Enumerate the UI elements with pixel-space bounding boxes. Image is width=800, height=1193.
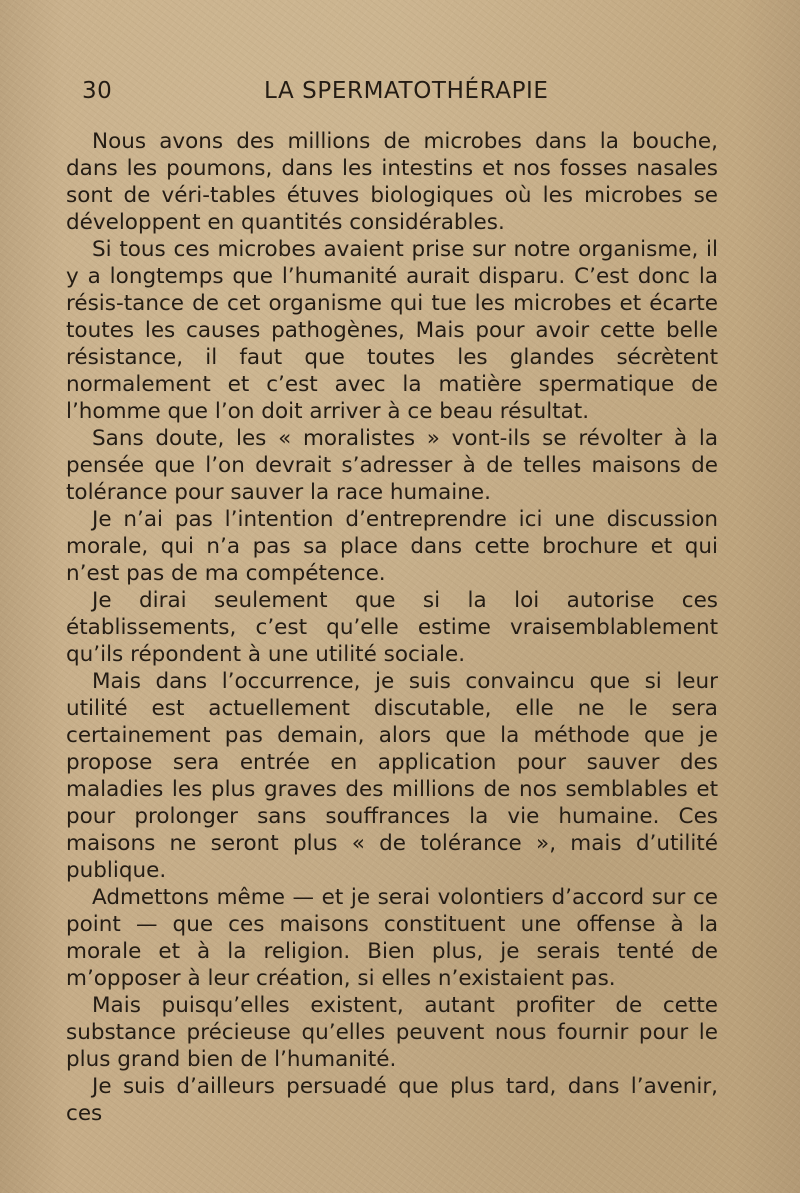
paragraph: Si tous ces microbes avaient prise sur notre organisme, il y a longtemps que l’humanité aurait disparu. C’est donc la résis-tance de cet organisme qui tue les microbes et écarte toutes les causes pathogènes, Mais pour avoir cette belle résistance, il faut que toutes les glandes sécrètent normalement et c’est avec la matière spermatique de l’homme que l’on doit arriver à ce beau résultat. — [66, 237, 718, 424]
paragraph: Mais dans l’occurrence, je suis convaincu que si leur utilité est actuellement discutable, elle ne le sera certainement pas demain, alors que la méthode que je propose sera entrée en application pour sauver des maladies les plus graves des millions de nos semblables et pour prolonger sans souffrances la vie humaine. Ces maisons ne seront plus « de tolérance », mais d’utilité publique. — [66, 669, 718, 883]
paragraph: Je dirai seulement que si la loi autorise ces établissements, c’est qu’elle estime vraisemblablement qu’ils répondent à une utilité sociale. — [66, 588, 718, 667]
paragraph: Sans doute, les « moralistes » vont-ils se révolter à la pensée que l’on devrait s’adresser à de telles maisons de tolérance pour sauver la race humaine. — [66, 426, 718, 505]
paragraph: Je suis d’ailleurs persuadé que plus tard, dans l’avenir, ces — [66, 1074, 718, 1126]
page-header — [82, 78, 722, 112]
paragraph: Nous avons des millions de microbes dans la bouche, dans les poumons, dans les intestins et nos fosses nasales sont de véri-tables étuves biologiques où les microbes se développent en quantités considérables. — [66, 129, 718, 235]
body-text — [66, 128, 718, 1127]
paragraph: Mais puisqu’elles existent, autant profiter de cette substance précieuse qu’elles peuvent nous fournir pour le plus grand bien de l’humanité. — [66, 993, 718, 1072]
paragraph: Je n’ai pas l’intention d’entreprendre ici une discussion morale, qui n’a pas sa place dans cette brochure et qui n’est pas de ma compétence. — [66, 507, 718, 586]
page-number: 30 — [82, 78, 113, 104]
running-title: LA SPERMATOTHÉRAPIE — [264, 78, 549, 104]
paragraph: Admettons même — et je serai volontiers d’accord sur ce point — que ces maisons constituent une offense à la morale et à la religion. Bien plus, je serais tenté de m’opposer à leur création, si elles n’existaient pas. — [66, 885, 718, 991]
